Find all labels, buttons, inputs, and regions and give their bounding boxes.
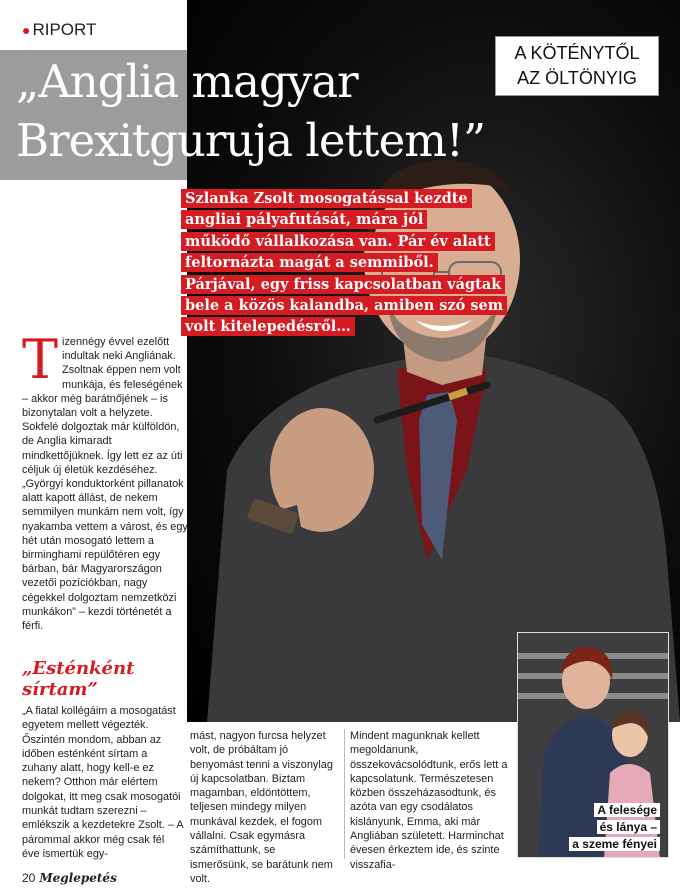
inset-caption-line: és lánya – <box>597 820 660 834</box>
page-number: 20 <box>22 871 36 885</box>
section-label <box>22 20 96 40</box>
drop-cap: T <box>22 328 59 391</box>
inset-photo <box>517 632 669 858</box>
lead-line: működő vállalkozása van. Pár év alatt <box>181 232 495 251</box>
article-headline <box>16 52 616 170</box>
lead-line: Szlanka Zsolt mosogatással kezdte <box>181 189 472 208</box>
body-column-1 <box>22 328 190 633</box>
series-title-line2: AZ ÖLTÖNYIG <box>517 68 637 88</box>
body-text-col3: Mindent magunknak kellett megoldanunk, összekovácsolódtunk, erős lett a kapcsolatunk. Természetesen közben összeházasodtunk, és azóta van egy csodálatos kislányunk, Emma, aki már Angliában született. Harminchat évesen érkeztem ide, és szinte visszafia- <box>350 730 508 871</box>
inset-caption-line: A felesége <box>594 803 660 817</box>
lead-line: volt kitelepedésről… <box>181 317 355 336</box>
headline-line2: Brexitguruja lettem!” <box>16 114 486 167</box>
body-text-col1: izennégy évvel ezelőtt indultak neki Angliának. Zsoltnak éppen nem volt munkája, és feleségének – akkor még barátnőjének – is bizonytalan volt a helyzete. Sokfelé dolgoztak már külföldön, de Anglia kimaradt mindkettőjüknek. Így lett ez az úti céljuk új életük kezdéséhez. „Györgyi konduktorként pillanatok alatt kapott állást, de nekem semmilyen munkám nem volt, így nyakamba vettem a várost, és egy hét után mosogató lettem a birminghami repülőtéren egy bárban, bár Magyarországon vezetői pozíciókban, nagy cégekkel dolgoztam nemzetközi munkákon” – kezdi történetét a férfi. <box>22 336 188 633</box>
series-title-line1: A KÖTÉNYTŐL <box>514 43 640 63</box>
headline-line1: „Anglia magyar <box>16 55 358 108</box>
lead-line: Párjával, egy friss kapcsolatban vágtak <box>181 275 505 294</box>
lead-line: bele a közös kalandba, amiben szó sem <box>181 296 507 315</box>
bullet-icon: ● <box>22 22 31 38</box>
magazine-brand: Meglepetés <box>39 871 117 885</box>
section-label-text: RIPORT <box>32 20 97 39</box>
column-divider <box>344 729 345 859</box>
lead-line: angliai pályafutását, mára jól <box>181 210 427 229</box>
inset-caption-line: a szeme fényei <box>569 837 660 851</box>
lead-line: feltornázta magát a semmiből. <box>181 253 438 272</box>
lead-paragraph <box>181 188 531 338</box>
body-text-col1-continued: „A fiatal kollégáim a mosogatást egyetem mellett végezték. Őszintén mondom, abban az időben esténként sírtam a zuhany alatt, hogy kell-e ez nekem? Otthon már elértem dolgokat, itt meg csak mosogatói munkát tudtam szerezni – emlékszik a kezdetekre Zsolt. – A párommal akkor még csak fél éve ismertük egy- <box>22 705 184 860</box>
body-text-col2: mást, nagyon furcsa helyzet volt, de próbáltam jó benyomást tenni a viszonylag új kapcsolatban. Biztam magamban, eldöntöttem, teljesen mindegy milyen munkával kezdek, el fogom vállalni. Csak egymásra számíthattunk, se ismerősünk, se barátunk nem volt. <box>190 730 333 885</box>
inset-caption <box>538 802 660 853</box>
page-footer <box>22 871 117 885</box>
article-subhead: „Esténként sírtam” <box>22 658 135 700</box>
